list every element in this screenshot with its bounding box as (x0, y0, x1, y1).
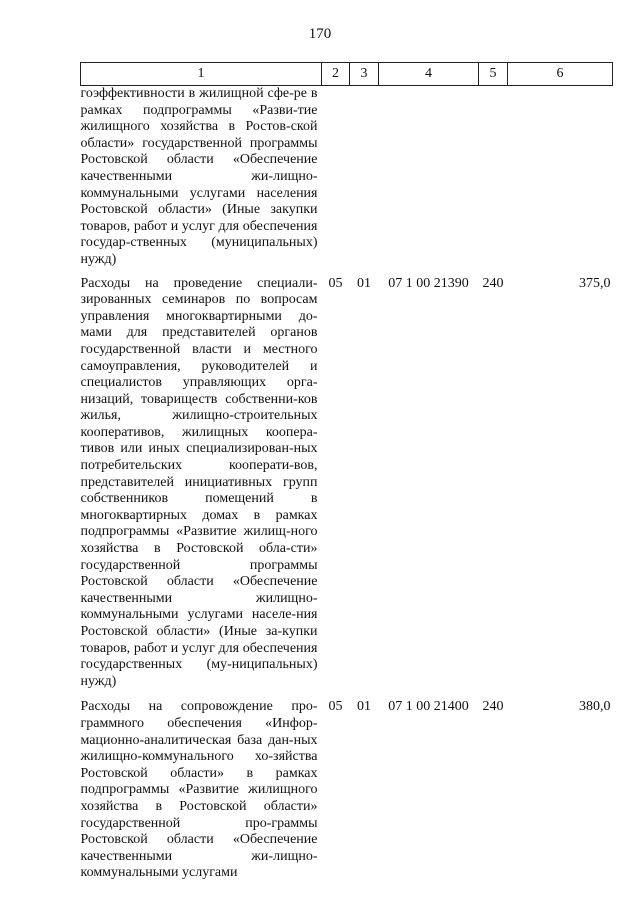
budget-table (80, 62, 613, 891)
table-row (81, 86, 613, 276)
row-subsection: 01 (357, 699, 371, 715)
page-number: 170 (308, 26, 332, 42)
header-col-2: 2 (322, 63, 350, 86)
row-section (322, 86, 350, 276)
row-expense-type: 240 (482, 275, 504, 291)
row-target-article: 07 1 00 21390 (388, 275, 469, 291)
row-target-article (379, 86, 479, 276)
table-header-row (81, 63, 613, 86)
header-col-1: 1 (81, 63, 322, 86)
row-expense-type (479, 86, 508, 276)
header-col-5: 5 (479, 63, 508, 86)
header-col-6: 6 (508, 63, 613, 86)
row-subsection (350, 86, 379, 276)
row-description: Расходы на проведение специали-зированных семинаров по вопросам управления многоквартирными до-мами для представителей органов государственной власти и местного самоуправления, руководителей и специалистов управляющих орга-низаций, товариществ собственни-ков жилья, жилищно-строительных кооперативов, жилищных коопера-тивов или иных специализирован-ных потребительских кооперати-вов, представителей инициативных групп собственников помещений в многоквартирных домах в рамках подпрограммы «Развитие жилищ-ного хозяйства в Ростовской обла-сти» государственной программы Ростовской области «Обеспечение качественными жилищно-коммунальными услугами населе-ния Ростовской области» (Иные за-купки товаров, работ и услуг для обеспечения государственных (му-ниципальных) нужд) (80, 275, 318, 689)
row-description: гоэффективности в жилищной сфе-ре в рамках подпрограммы «Разви-тие жилищного хозяйства в Ростов-ской области» государственной программы Ростовской области «Обеспечение качественными жи-лищно-коммунальными услугами населения Ростовской области» (Иные закупки товаров, работ и услуг для обеспечения государ-ственных (муниципальных) нужд) (80, 86, 318, 267)
row-expense-type: 240 (482, 699, 504, 715)
row-amount: 375,0 (579, 275, 611, 291)
row-amount: 380,0 (579, 699, 611, 715)
row-description: Расходы на сопровождение про-граммного обеспечения «Инфор-мационно-аналитическая база дан-ных жилищно-коммунального хо-зяйства Ростовской области» в рамках подпрограммы «Развитие жилищного хозяйства в Ростовской области» государственной про-граммы Ростовской области «Обеспечение качественными жи-лищно-коммунальными услугами (80, 699, 318, 881)
header-col-3: 3 (350, 63, 379, 86)
row-subsection: 01 (357, 275, 371, 291)
row-amount (508, 86, 613, 276)
table-row (81, 699, 613, 891)
header-col-4: 4 (379, 63, 479, 86)
row-target-article: 07 1 00 21400 (388, 699, 469, 715)
table-row (81, 276, 613, 700)
row-section: 05 (328, 699, 343, 715)
row-section: 05 (328, 275, 343, 291)
